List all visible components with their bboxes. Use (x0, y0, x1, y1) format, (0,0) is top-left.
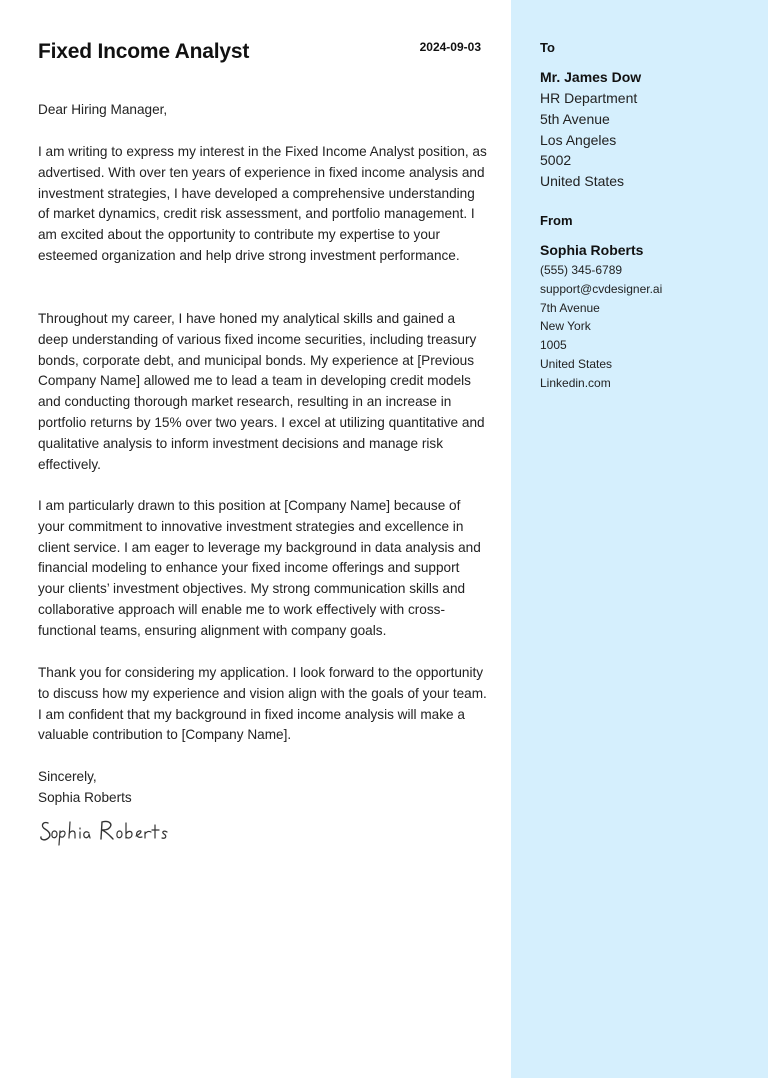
sender-postal-code: 1005 (540, 338, 567, 353)
handwritten-signature (38, 814, 238, 848)
paragraph-motivation: I am particularly drawn to this position at [Company Name] because of your commitment to innovative investment strategies and excellence in client service. I am eager to leverage my background in data analysis and financial modeling to enhance your fixed income offerings and support your clients’ investment objectives. My strong communication skills and collaborative approach will enable me to work effectively with cross-functional teams, ensuring alignment with company goals. (38, 498, 481, 638)
recipient-postal-code: 5002 (540, 152, 572, 169)
sender-street: 7th Avenue (540, 300, 600, 315)
recipient-address (540, 88, 637, 192)
sender-country: United States (540, 356, 613, 371)
closing-name: Sophia Roberts (38, 789, 132, 805)
recipient-country: United States (540, 173, 625, 190)
signature-graphic (38, 814, 238, 848)
recipient-name: Mr. James Dow (540, 69, 642, 85)
sender-name: Sophia Roberts (540, 242, 644, 258)
recipient-label: To (540, 40, 555, 55)
sender-city: New York (540, 319, 591, 334)
salutation: Dear Hiring Manager, (38, 102, 168, 117)
sender-label: From (540, 213, 573, 228)
paragraph-intro: I am writing to express my interest in the Fixed Income Analyst position, as advertised. With over ten years of experience in fixed income analysis and investment strategies, I have developed a comprehensive understanding of market dynamics, credit risk assessment, and portfolio management. I am excited about the opportunity to contribute my expertise to your esteemed organization and help drive strong investment performance. (38, 144, 487, 263)
recipient-city: Los Angeles (540, 131, 617, 148)
recipient-department: HR Department (540, 90, 638, 106)
closing-phrase: Sincerely, (38, 769, 97, 784)
recipient-street: 5th Avenue (540, 110, 610, 127)
paragraph-experience: Throughout my career, I have honed my analytical skills and gained a deep understanding of various fixed income securities, including treasury bonds, corporate debt, and municipal bonds. My experience at [Previous Company Name] allowed me to lead a team in developing credit models and conducting thorough market research, resulting in an increase in portfolio returns by 15% over two years. I excel at utilizing quantitative and qualitative analysis to inform investment decisions and manage risk effectively. (38, 311, 485, 472)
letter-date: 2024-09-03 (419, 40, 481, 54)
letter-title: Fixed Income Analyst (38, 40, 250, 63)
paragraph-closing: Thank you for considering my application. I look forward to the opportunity to discuss how my experience and vision align with the goals of your team. I am confident that my background in fixed income analysis will make a valuable contribution to [Company Name]. (38, 665, 487, 743)
sender-email: support@cvdesigner.ai (540, 281, 663, 296)
sender-linkedin: Linkedin.com (540, 375, 611, 390)
sender-contact (540, 261, 662, 393)
sign-off (38, 767, 132, 809)
sender-phone: (555) 345-6789 (540, 263, 623, 277)
